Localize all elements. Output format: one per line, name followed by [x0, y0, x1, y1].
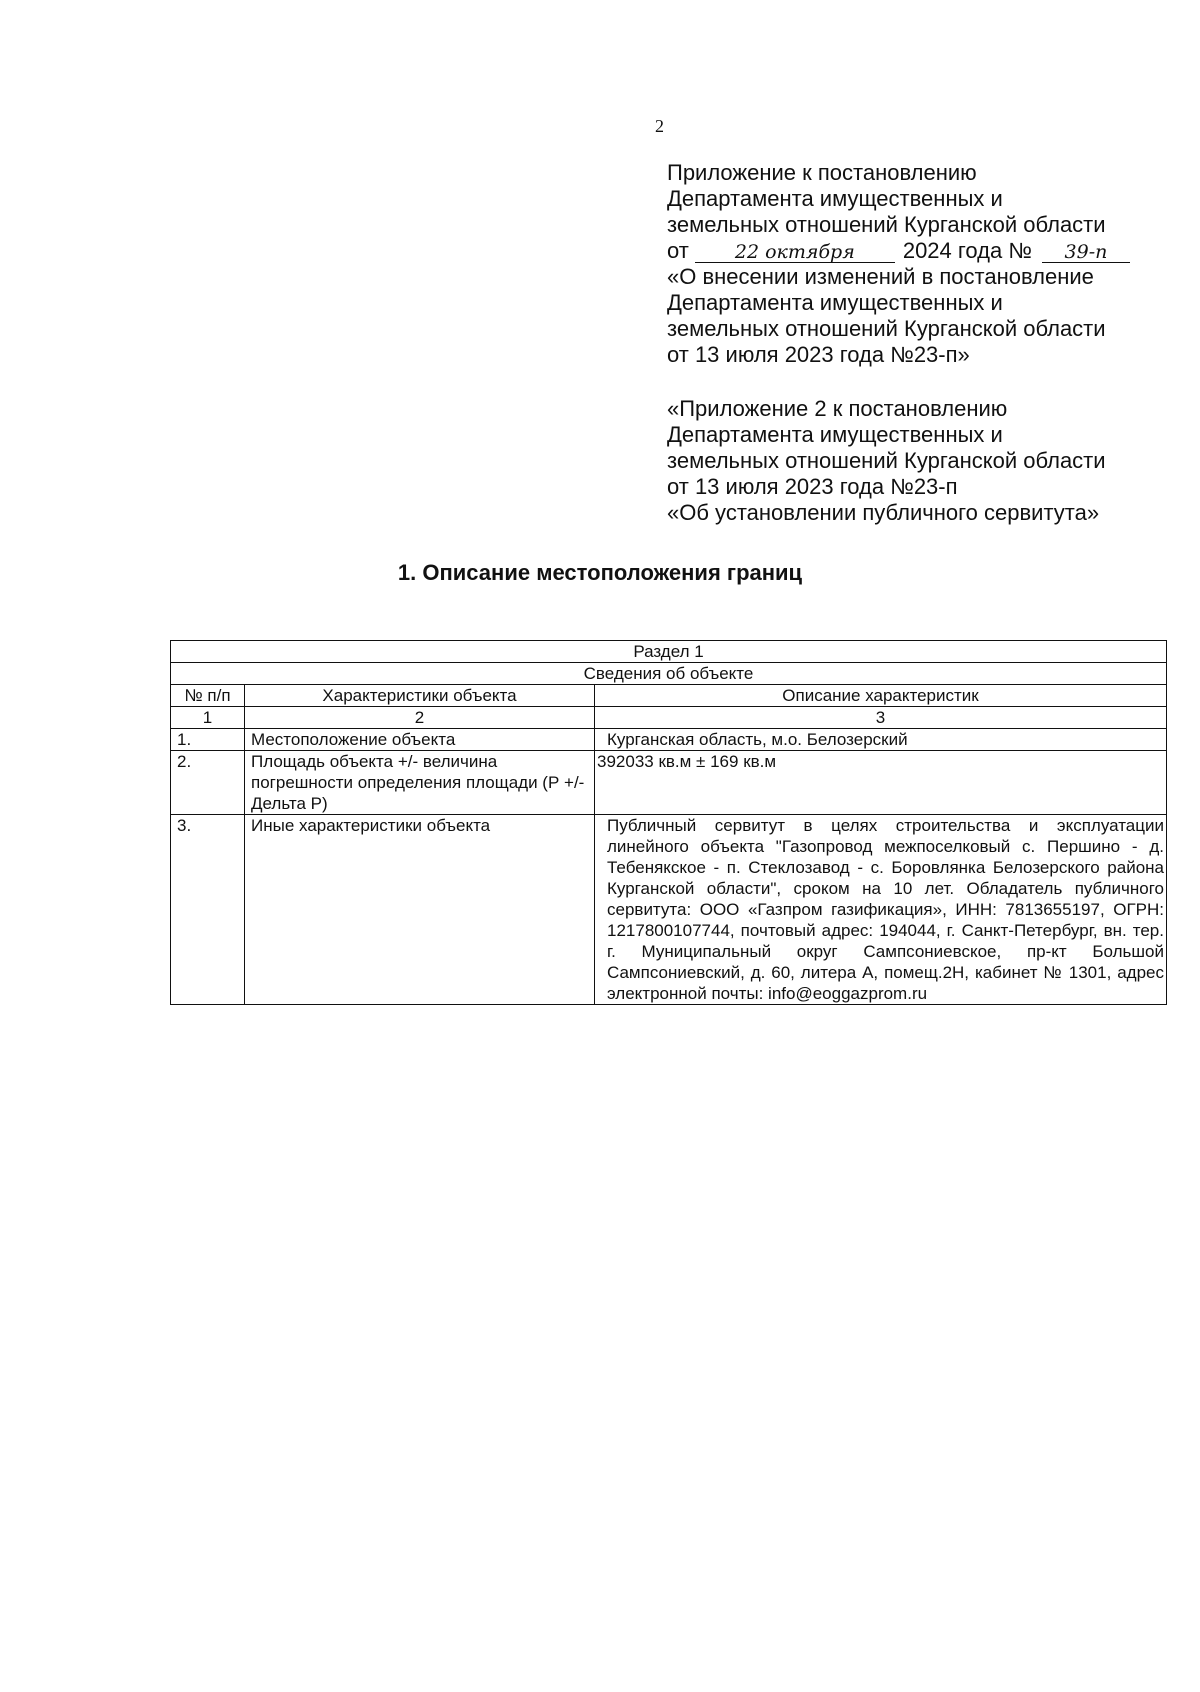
row-description: Публичный сервитут в целях строительства и эксплуатации линейного объекта "Газопровод межпоселковый с. Першино - д. Тебенякское - п. Стеклозавод - с. Боровлянка Белозерского района Курганской области", сроком на 10 лет. Обладатель публичного сервитута: ООО «Газпром газификация», ИНН: 7813655197, ОГРН: 1217800107744, почтовый адрес: 194044, г. Санкт-Петербург, вн. тер. г. Муниципальный округ Сампсониевское, пр-кт Большой Сампсониевский, д. 60, литера А, помещ.2Н, кабинет № 1301, адрес электронной почты: info@eoggazprom.ru [595, 815, 1167, 1005]
header-line: Департамента имущественных и [667, 186, 1003, 211]
column-number: 2 [245, 707, 595, 729]
table-column-numbers-row [171, 707, 1167, 729]
header-line: «О внесении изменений в постановление [667, 264, 1094, 289]
table-subtitle: Сведения об объекте [171, 663, 1167, 685]
row-characteristic: Иные характеристики объекта [245, 815, 595, 1005]
header-cell-description: Описание характеристик [595, 685, 1167, 707]
header-line: Департамента имущественных и [667, 290, 1003, 315]
year-text: 2024 года № [902, 238, 1032, 263]
row-number: 3. [171, 815, 245, 1005]
table-row [171, 751, 1167, 815]
page-number: 2 [655, 116, 664, 136]
header-line: Приложение к постановлению [667, 160, 977, 185]
spacer [667, 368, 1187, 396]
header-line: «Приложение 2 к постановлению [667, 396, 1008, 421]
date-number-line [667, 238, 1187, 264]
handwritten-number: 39-п [1042, 242, 1130, 263]
header-line: от 13 июля 2023 года №23-п [667, 474, 958, 499]
table-header-row [171, 685, 1167, 707]
header-line: земельных отношений Курганской области [667, 316, 1106, 341]
header-line: Департамента имущественных и [667, 422, 1003, 447]
table-row [171, 729, 1167, 751]
header-line: земельных отношений Курганской области [667, 212, 1106, 237]
section-title: 1. Описание местоположения границ [397, 560, 803, 585]
row-characteristic: Площадь объекта +/- величина погрешности определения площади (Р +/- Дельта Р) [245, 751, 595, 815]
date-prefix: от [667, 238, 689, 263]
column-number: 3 [595, 707, 1167, 729]
header-cell-number: № п/п [171, 685, 245, 707]
row-number: 1. [171, 729, 245, 751]
table-row [171, 815, 1167, 1005]
table-section-row [171, 641, 1167, 663]
row-number: 2. [171, 751, 245, 815]
handwritten-date: 22 октября [695, 242, 895, 263]
appendix-header [667, 160, 1187, 526]
header-line: от 13 июля 2023 года №23-п» [667, 342, 970, 367]
table-subtitle-row [171, 663, 1167, 685]
header-cell-characteristic: Характеристики объекта [245, 685, 595, 707]
table-section-title: Раздел 1 [171, 641, 1167, 663]
row-description: Курганская область, м.о. Белозерский [595, 729, 1167, 751]
column-number: 1 [171, 707, 245, 729]
object-info-table [170, 640, 1167, 1005]
row-characteristic: Местоположение объекта [245, 729, 595, 751]
header-line: «Об установлении публичного сервитута» [667, 500, 1100, 525]
header-line: земельных отношений Курганской области [667, 448, 1106, 473]
row-description: 392033 кв.м ± 169 кв.м [595, 751, 1167, 815]
